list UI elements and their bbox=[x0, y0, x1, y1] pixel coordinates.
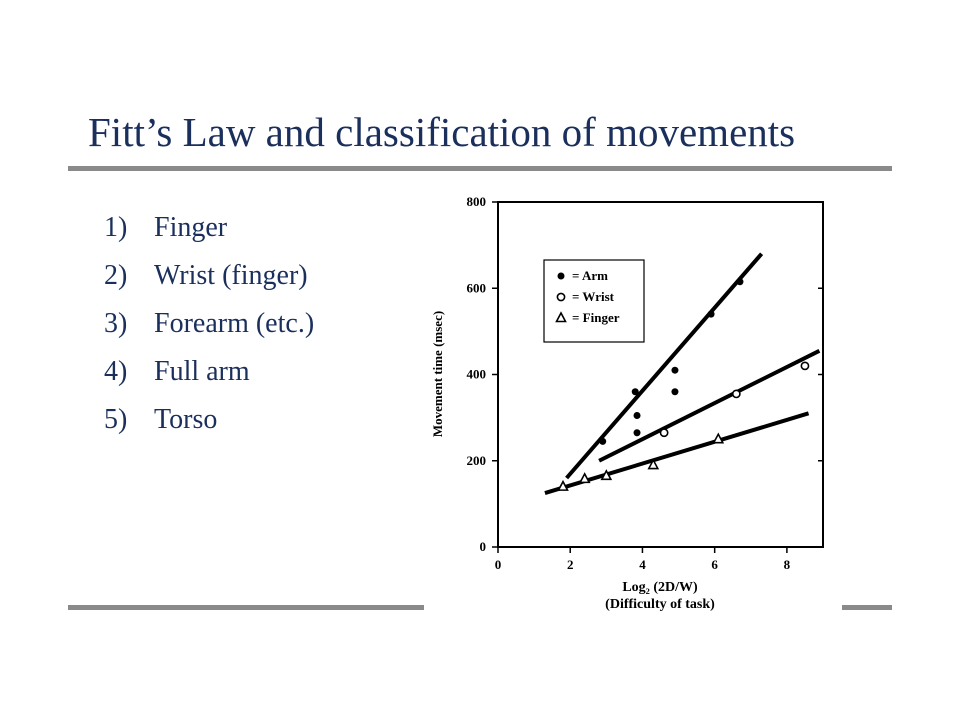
list-item bbox=[104, 212, 314, 260]
legend-marker-arm bbox=[558, 273, 565, 280]
data-point-arm bbox=[634, 412, 641, 419]
data-point-finger bbox=[580, 474, 589, 483]
list-number: 5) bbox=[104, 404, 128, 435]
data-point-arm bbox=[736, 278, 743, 285]
y-tick-label: 400 bbox=[466, 366, 486, 382]
data-point-finger bbox=[714, 434, 723, 443]
x-tick-label: 2 bbox=[566, 557, 574, 572]
fitts-law-chart bbox=[424, 186, 836, 616]
x-axis-sublabel: (Difficulty of task) bbox=[605, 597, 715, 612]
list-number: 1) bbox=[104, 212, 128, 243]
data-point-finger bbox=[559, 482, 568, 491]
legend-label-arm: = Arm bbox=[572, 268, 608, 283]
slide-title: Fitt’s Law and classification of movements bbox=[88, 109, 796, 155]
legend-label-wrist: = Wrist bbox=[572, 289, 614, 304]
y-tick-label: 0 bbox=[479, 539, 486, 554]
list-item bbox=[104, 260, 314, 308]
data-point-wrist bbox=[733, 390, 740, 397]
list-label: Torso bbox=[154, 404, 218, 435]
list-item bbox=[104, 308, 314, 356]
list-label: Full arm bbox=[154, 356, 250, 387]
y-tick-label: 600 bbox=[466, 280, 486, 296]
x-axis-label: Log₂ (2D/W) bbox=[622, 580, 698, 595]
y-tick-label: 200 bbox=[466, 452, 486, 468]
list-number: 3) bbox=[104, 308, 128, 339]
bottom-divider-right bbox=[842, 605, 892, 610]
list-item bbox=[104, 404, 314, 452]
y-tick-label: 800 bbox=[466, 194, 486, 209]
list-number: 4) bbox=[104, 356, 128, 387]
data-point-arm bbox=[671, 388, 678, 395]
x-tick-label: 0 bbox=[494, 557, 502, 572]
data-point-arm bbox=[708, 311, 715, 318]
x-tick-label: 4 bbox=[639, 557, 646, 572]
data-point-arm bbox=[634, 429, 641, 436]
data-point-arm bbox=[599, 438, 606, 445]
data-point-arm bbox=[671, 367, 678, 374]
list-label: Forearm (etc.) bbox=[154, 308, 315, 339]
data-point-wrist bbox=[661, 429, 668, 436]
bottom-divider-left bbox=[68, 605, 424, 610]
list-label: Wrist (finger) bbox=[154, 260, 308, 291]
movement-list bbox=[104, 212, 314, 452]
x-tick-label: 8 bbox=[783, 557, 791, 572]
legend-marker-wrist bbox=[557, 293, 564, 300]
data-point-wrist bbox=[801, 362, 808, 369]
legend-label-finger: = Finger bbox=[572, 310, 620, 325]
title-divider bbox=[68, 166, 892, 171]
list-number: 2) bbox=[104, 260, 128, 291]
list-item bbox=[104, 356, 314, 404]
x-tick-label: 6 bbox=[711, 557, 718, 572]
data-point-arm bbox=[632, 388, 639, 395]
list-label: Finger bbox=[154, 212, 228, 243]
y-axis-label: Movement time (msec) bbox=[430, 310, 445, 438]
